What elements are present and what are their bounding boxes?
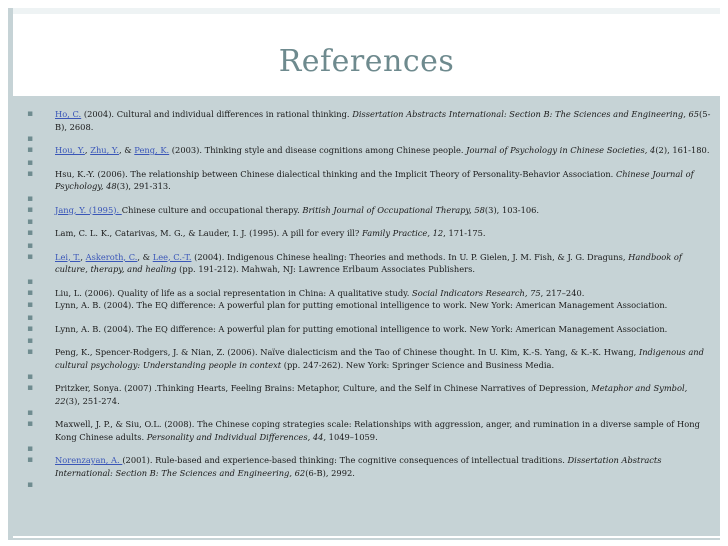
bullet-icon: ▪ (27, 251, 34, 262)
citation-text: Liu, L. (2006). Quality of life as a social representation in China: A qualitative study. (55, 287, 413, 298)
bullet-icon: ▪ (27, 480, 34, 490)
author-link[interactable]: Askeroth, C. (85, 251, 138, 262)
bullet-icon: ▪ (27, 240, 34, 251)
citation-text: , & (137, 251, 153, 262)
reference-item (25, 323, 713, 336)
bullet-icon: ▪ (27, 372, 34, 382)
citation-text: Peng, K., Spencer-Rodgers, J. & Nian, Z. (2006). Naïve dialecticism and the Tao of Chinese thought. In U. Kim, K.-S. Yang, & K.-K. Hwang, (55, 347, 639, 357)
reference-item (25, 108, 713, 133)
citation-text: Lam, C. L. K., Catarivas, M. G., & Lauder, I. J. (1995). A pill for every ill? (55, 228, 362, 238)
bullet-icon: ▪ (27, 145, 34, 155)
reference-item (25, 382, 713, 407)
citation-text: (2003). Thinking style and disease cognitions among Chinese people. (169, 145, 467, 155)
bullet-icon: ▪ (27, 312, 34, 323)
citation-italic-text: Handbook of culture, therapy, and healing (55, 251, 682, 274)
citation-italic-text: Metaphor and Symbol, 22 (55, 383, 688, 406)
citation-italic-text: Family Practice, 12 (362, 228, 444, 238)
author-link[interactable]: Lei, T. (55, 251, 81, 262)
citation-italic-text: Personality and Individual Differences, 44, (146, 431, 327, 442)
empty-bullet-item (25, 157, 713, 168)
citation-text: Lynn, A. B. (2004). The EQ difference: A powerful plan for putting emotional intelligence to work. New York: American Management Association. (55, 323, 668, 334)
bullet-icon: ▪ (27, 383, 34, 393)
citation-italic-text: Dissertation Abstracts International: Section B: The Sciences and Engineering, 65 (352, 109, 700, 119)
empty-bullet-item (25, 371, 713, 382)
citation-text: Maxwell, J. P., & Siu, O.L. (2008). The Chinese coping strategies scale: Relationships with aggression, anger, and rumination in a diverse sample of Hong Kong Chinese adults. (55, 419, 700, 442)
citation-text: (3), 291-313. (116, 181, 171, 191)
bullet-icon: ▪ (27, 287, 34, 298)
empty-bullet-item (25, 312, 713, 323)
reference-item (25, 287, 713, 300)
slide-bottom-border (8, 538, 720, 540)
bullet-icon: ▪ (27, 323, 34, 334)
citation-text: (3), 103-106. (484, 204, 540, 215)
title-area (13, 14, 720, 96)
bullet-icon: ▪ (27, 157, 34, 168)
empty-bullet-item (25, 276, 713, 287)
reference-item (25, 251, 713, 276)
citation-text: (2004). Cultural and individual differences in rational thinking. (81, 109, 353, 119)
author-link[interactable]: Zhu, Y. (90, 145, 119, 155)
citation-text: (2004). Indigenous Chinese healing: Theories and methods. In U. P. Gielen, J. M. Fish, & J. G. Draguns, (191, 251, 629, 262)
citation-text: Chinese culture and occupational therapy. (121, 204, 303, 215)
bullet-icon: ▪ (27, 276, 34, 287)
bullet-icon: ▪ (27, 300, 34, 310)
bullet-icon: ▪ (27, 193, 34, 204)
empty-bullet-item (25, 335, 713, 346)
citation-text: (6-B), 2992. (305, 467, 355, 478)
empty-bullet-item (25, 443, 713, 454)
bullet-icon: ▪ (27, 228, 34, 238)
empty-bullet-item (25, 216, 713, 227)
reference-item (25, 454, 713, 479)
reference-item (25, 168, 713, 193)
citation-text: (2001). Rule-based and experience-based thinking: The cognitive consequences of intellectual traditions. (122, 455, 568, 465)
citation-text: Lynn, A. B. (2004). The EQ difference: A powerful plan for putting emotional intelligence to work. New York: American Management Association. (55, 300, 668, 310)
citation-text: , 171-175. (443, 228, 486, 238)
author-link[interactable]: Peng, K. (134, 145, 170, 155)
citation-italic-text: Journal of Psychology in Chinese Societies, 4 (466, 145, 656, 155)
reference-item (25, 418, 713, 443)
author-link[interactable]: Lee, C.-T. (152, 251, 192, 262)
citation-text: (3), 251-274. (65, 395, 120, 406)
citation-text: (2), 161-180. (655, 145, 710, 155)
citation-text: 1049–1059. (326, 431, 378, 442)
empty-bullet-item (25, 479, 713, 490)
citation-text: (pp. 247-262). New York: Springer Science and Business Media. (281, 359, 555, 370)
bullet-icon: ▪ (27, 444, 34, 454)
references-list (25, 96, 713, 490)
citation-italic-text: Dissertation Abstracts International: Section B: The Sciences and Engineering, 62 (55, 455, 662, 478)
empty-bullet-item (25, 193, 713, 204)
citation-text: , & (118, 145, 135, 155)
citation-italic-text: British Journal of Occupational Therapy, 58 (302, 204, 485, 215)
bullet-icon: ▪ (27, 217, 34, 227)
bullet-icon: ▪ (27, 134, 34, 144)
bullet-icon: ▪ (27, 336, 34, 346)
empty-bullet-item (25, 133, 713, 144)
citation-text: Hsu, K.-Y. (2006). The relationship between Chinese dialectical thinking and the Implicit Theory of Personality-Behavior Association. (55, 168, 616, 179)
bullet-icon: ▪ (27, 455, 34, 465)
reference-item (25, 227, 713, 240)
citation-text: , 217–240. (540, 287, 585, 298)
empty-bullet-item (25, 240, 713, 251)
bullet-icon: ▪ (27, 408, 34, 418)
author-link[interactable]: Ho, C. (55, 109, 82, 119)
citation-text: , (80, 251, 86, 262)
bullet-icon: ▪ (27, 204, 34, 215)
bullet-icon: ▪ (27, 109, 34, 119)
bullet-icon: ▪ (27, 419, 34, 429)
bullet-icon: ▪ (27, 347, 34, 357)
author-link[interactable]: Jang, Y. (1995). (55, 204, 122, 215)
citation-text: , (84, 145, 91, 155)
reference-item (25, 144, 713, 157)
slide-title: References (278, 44, 455, 79)
reference-item (25, 346, 713, 371)
author-link[interactable]: Norenzayan, A. (55, 455, 123, 465)
references-panel (13, 96, 720, 536)
author-link[interactable]: Hou, Y. (55, 145, 85, 155)
citation-italic-text: Indigenous and cultural psychology: Understanding people in context (55, 347, 704, 370)
empty-bullet-item (25, 407, 713, 418)
bullet-icon: ▪ (27, 168, 34, 179)
reference-item (25, 204, 713, 217)
citation-italic-text: Social Indicators Research, 75 (412, 287, 541, 298)
citation-text: (pp. 191-212). Mahwah, NJ: Lawrence Erlbaum Associates Publishers. (176, 264, 475, 274)
citation-text: Pritzker, Sonya. (2007) .Thinking Hearts, Feeling Brains: Metaphor, Culture, and the Self in Chinese Narratives of Depression, (55, 383, 592, 393)
reference-item (25, 299, 713, 312)
citation-italic-text: Chinese Journal of Psychology, 48 (55, 168, 694, 191)
citation-text: (5-B), 2608. (55, 109, 711, 132)
